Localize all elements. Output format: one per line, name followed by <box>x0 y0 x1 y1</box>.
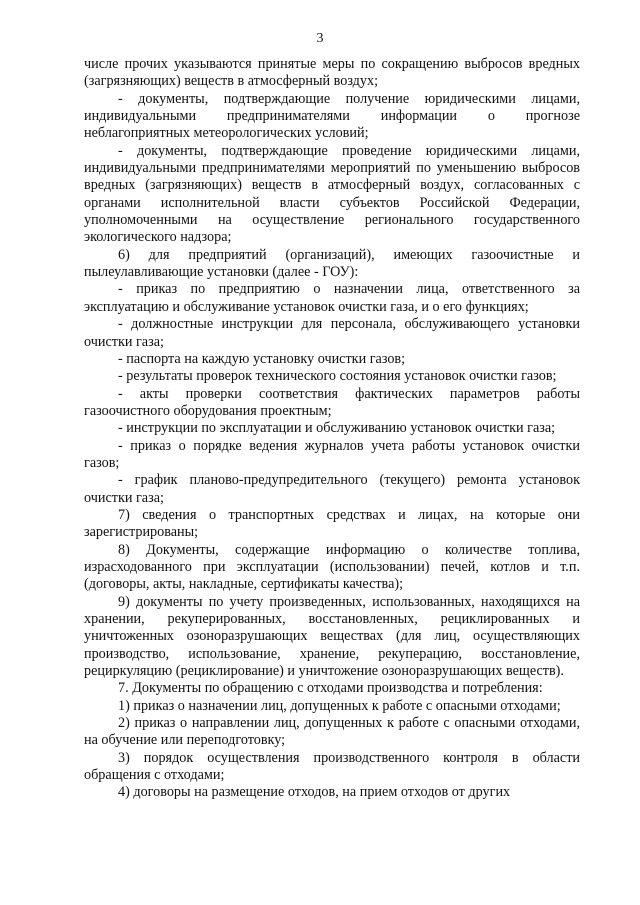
paragraph: - паспорта на каждую установку очистки газов; <box>118 350 406 367</box>
paragraph: - документы, подтверждающие проведение юридическими лицами, индивидуальными предпринимателями мероприятий по уменьшению выбросов вредных (загрязняющих) веществ в атмосферный воздух, согласованных с органами исполнительной власти субъектов Российской Федерации, уполномоченными на осуществление регионального государственного экологического надзора; <box>84 142 580 246</box>
paragraph: 6) для предприятий (организаций), имеющих газоочистные и пылеулавливающие установки (далее - ГОУ): <box>84 246 580 281</box>
paragraph: - акты проверки соответствия фактических параметров работы газоочистного оборудования проектным; <box>84 385 580 419</box>
paragraph: числе прочих указываются принятые меры по сокращению выбросов вредных (загрязняющих) веществ в атмосферный воздух; <box>84 56 580 90</box>
paragraph: 2) приказ о направлении лиц, допущенных к работе с опасными отходами, на обучение или переподготовку; <box>84 715 580 749</box>
paragraph: 3) порядок осуществления производственного контроля в области обращения с отходами; <box>84 749 580 784</box>
paragraph: 9) документы по учету произведенных, использованных, находящихся на хранении, рекуперированных, восстановленных, рециклированных и уничтоженных озоноразрушающих веществах (для лиц, осуществляющих производство, использование, хранение, рекуперацию, восстановление, рециркуляцию (рециклирование) и уничтожение озоноразрушающих веществ). <box>84 593 580 680</box>
paragraph: 7. Документы по обращению с отходами производства и потребления: <box>118 680 543 697</box>
paragraph: - приказ о порядке ведения журналов учета работы установок очистки газов; <box>84 437 580 471</box>
paragraph: - результаты проверок технического состояния установок очистки газов; <box>118 368 557 385</box>
paragraph: - должностные инструкции для персонала, обслуживающего установки очистки газа; <box>84 316 580 350</box>
page-number: 3 <box>316 31 324 46</box>
paragraph: - документы, подтверждающие получение юридическими лицами, индивидуальными предпринимателями информации о прогнозе неблагоприятных метеорологических условий; <box>84 90 580 142</box>
paragraph: - график планово-предупредительного (текущего) ремонта установок очистки газа; <box>84 472 580 506</box>
paragraph: - инструкции по эксплуатации и обслуживанию установок очистки газа; <box>118 420 556 437</box>
paragraph: 7) сведения о транспортных средствах и лицах, на которые они зарегистрированы; <box>84 506 580 541</box>
paragraph: 4) договоры на размещение отходов, на прием отходов от других <box>118 784 511 801</box>
paragraph: - приказ по предприятию о назначении лица, ответственного за эксплуатацию и обслуживание установок очистки газа, и о его функциях; <box>84 281 580 315</box>
document-body <box>84 56 580 802</box>
paragraph: 8) Документы, содержащие информацию о количестве топлива, израсходованного при эксплуатации (использовании) печей, котлов и т.п. (договоры, акты, накладные, сертификаты качества); <box>84 541 580 593</box>
paragraph: 1) приказ о назначении лиц, допущенных к работе с опасными отходами; <box>118 697 561 714</box>
